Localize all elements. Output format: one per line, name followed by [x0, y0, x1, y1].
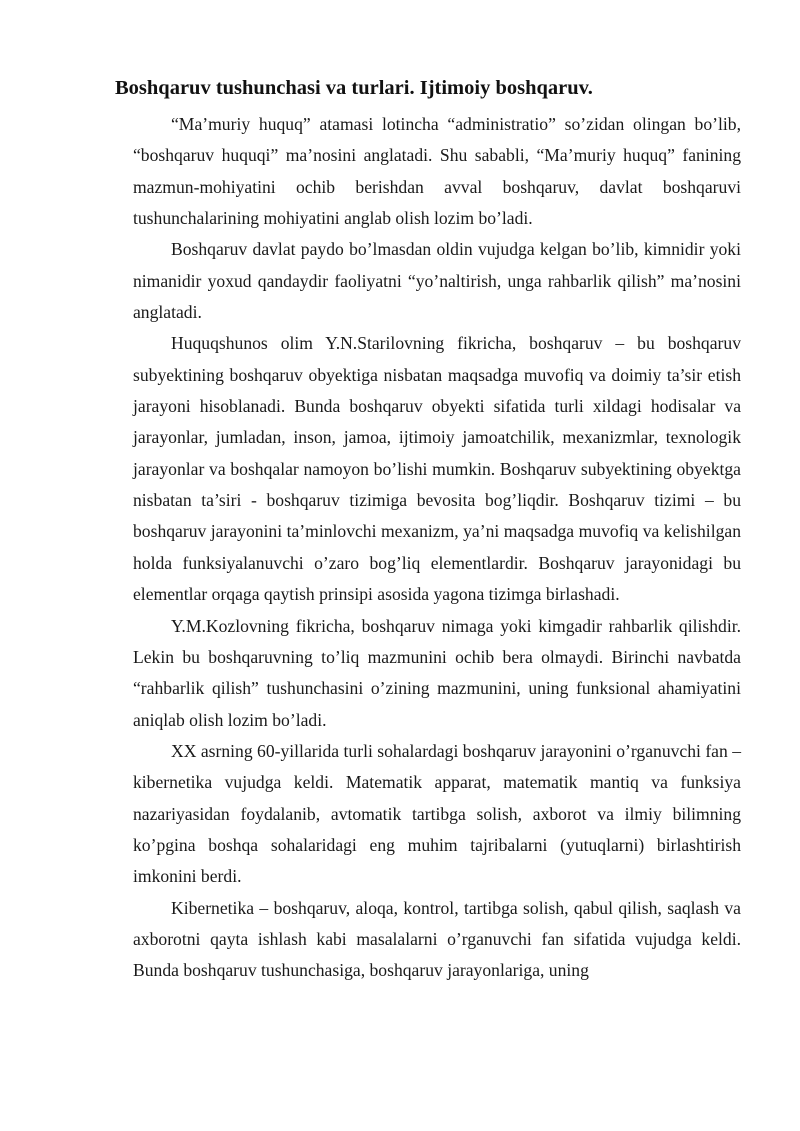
paragraph-6: Kibernetika – boshqaruv, aloqa, kontrol, tartibga solish, qabul qilish, saqlash va axborotni qayta ishlash kabi masalalarni o’rganuvchi fan sifatida vujudga keldi. Bunda boshqaruv tushunchasiga, boshqaruv jarayonlariga, uning	[133, 897, 741, 981]
paragraph-2: Boshqaruv davlat paydo bo’lmasdan oldin vujudga kelgan bo’lib, kimnidir yoki nimanidir yoxud qandaydir faoliyatni “yo’naltirish, unga rahbarlik qilish” ma’nosini anglatadi.	[133, 239, 741, 323]
document-body	[133, 109, 741, 987]
paragraph-5: XX asrning 60-yillarida turli sohalardagi boshqaruv jarayonini o’rganuvchi fan – kibernetika vujudga keldi. Matematik apparat, matematik mantiq va funksiya nazariyasidan foydalanib, avtomatik tartibga solish, axborot va ilmiy bilimning ko’pgina boshqa sohalaridagi eng muhim tajribalarni (yutuqlarni) birlashtirish imkonini berdi.	[133, 740, 741, 887]
paragraph-1: “Ma’muriy huquq” atamasi lotincha “administratio” so’zidan olingan bo’lib, “boshqaruv huquqi” ma’nosini anglatadi. Shu sababli, “Ma’muriy huquq” fanining mazmun-mohiyatini ochib berishdan avval boshqaruv, davlat boshqaruvi tushunchalarining mohiyatini anglab olish lozim bo’ladi.	[133, 114, 741, 229]
paragraph-4: Y.M.Kozlovning fikricha, boshqaruv nimaga yoki kimgadir rahbarlik qilishdir. Lekin bu boshqaruvning to’liq mazmunini ochib bera olmaydi. Birinchi navbatda “rahbarlik qilish” tushunchasini o’zining mazmunini, uning funksional ahamiyatini aniqlab olish lozim bo’ladi.	[133, 615, 741, 730]
paragraph-3: Huquqshunos olim Y.N.Starilovning fikricha, boshqaruv – bu boshqaruv subyektining boshqaruv obyektiga nisbatan maqsadga muvofiq va doimiy ta’sir etish jarayoni hisoblanadi. Bunda boshqaruv obyekti sifatida turli xildagi hodisalar va jarayonlar, jumladan, inson, jamoa, ijtimoiy jamoatchilik, mexanizmlar, texnologik jarayonlar va boshqalar namoyon bo’lishi mumkin. Boshqaruv subyektining obyektga nisbatan ta’siri - boshqaruv tizimiga bevosita bog’liqdir. Boshqaruv tizimi – bu boshqaruv jarayonini ta’minlovchi mexanizm, ya’ni maqsadga muvofiq va kelishilgan holda funksiyalanuvchi o’zaro bog’liq elementlardir. Boshqaruv jarayonidagi bu elementlar orqaga qaytish prinsipi asosida yagona tizimga birlashadi.	[133, 333, 741, 605]
document-title: Boshqaruv tushunchasi va turlari. Ijtimoiy boshqaruv.	[115, 77, 593, 99]
